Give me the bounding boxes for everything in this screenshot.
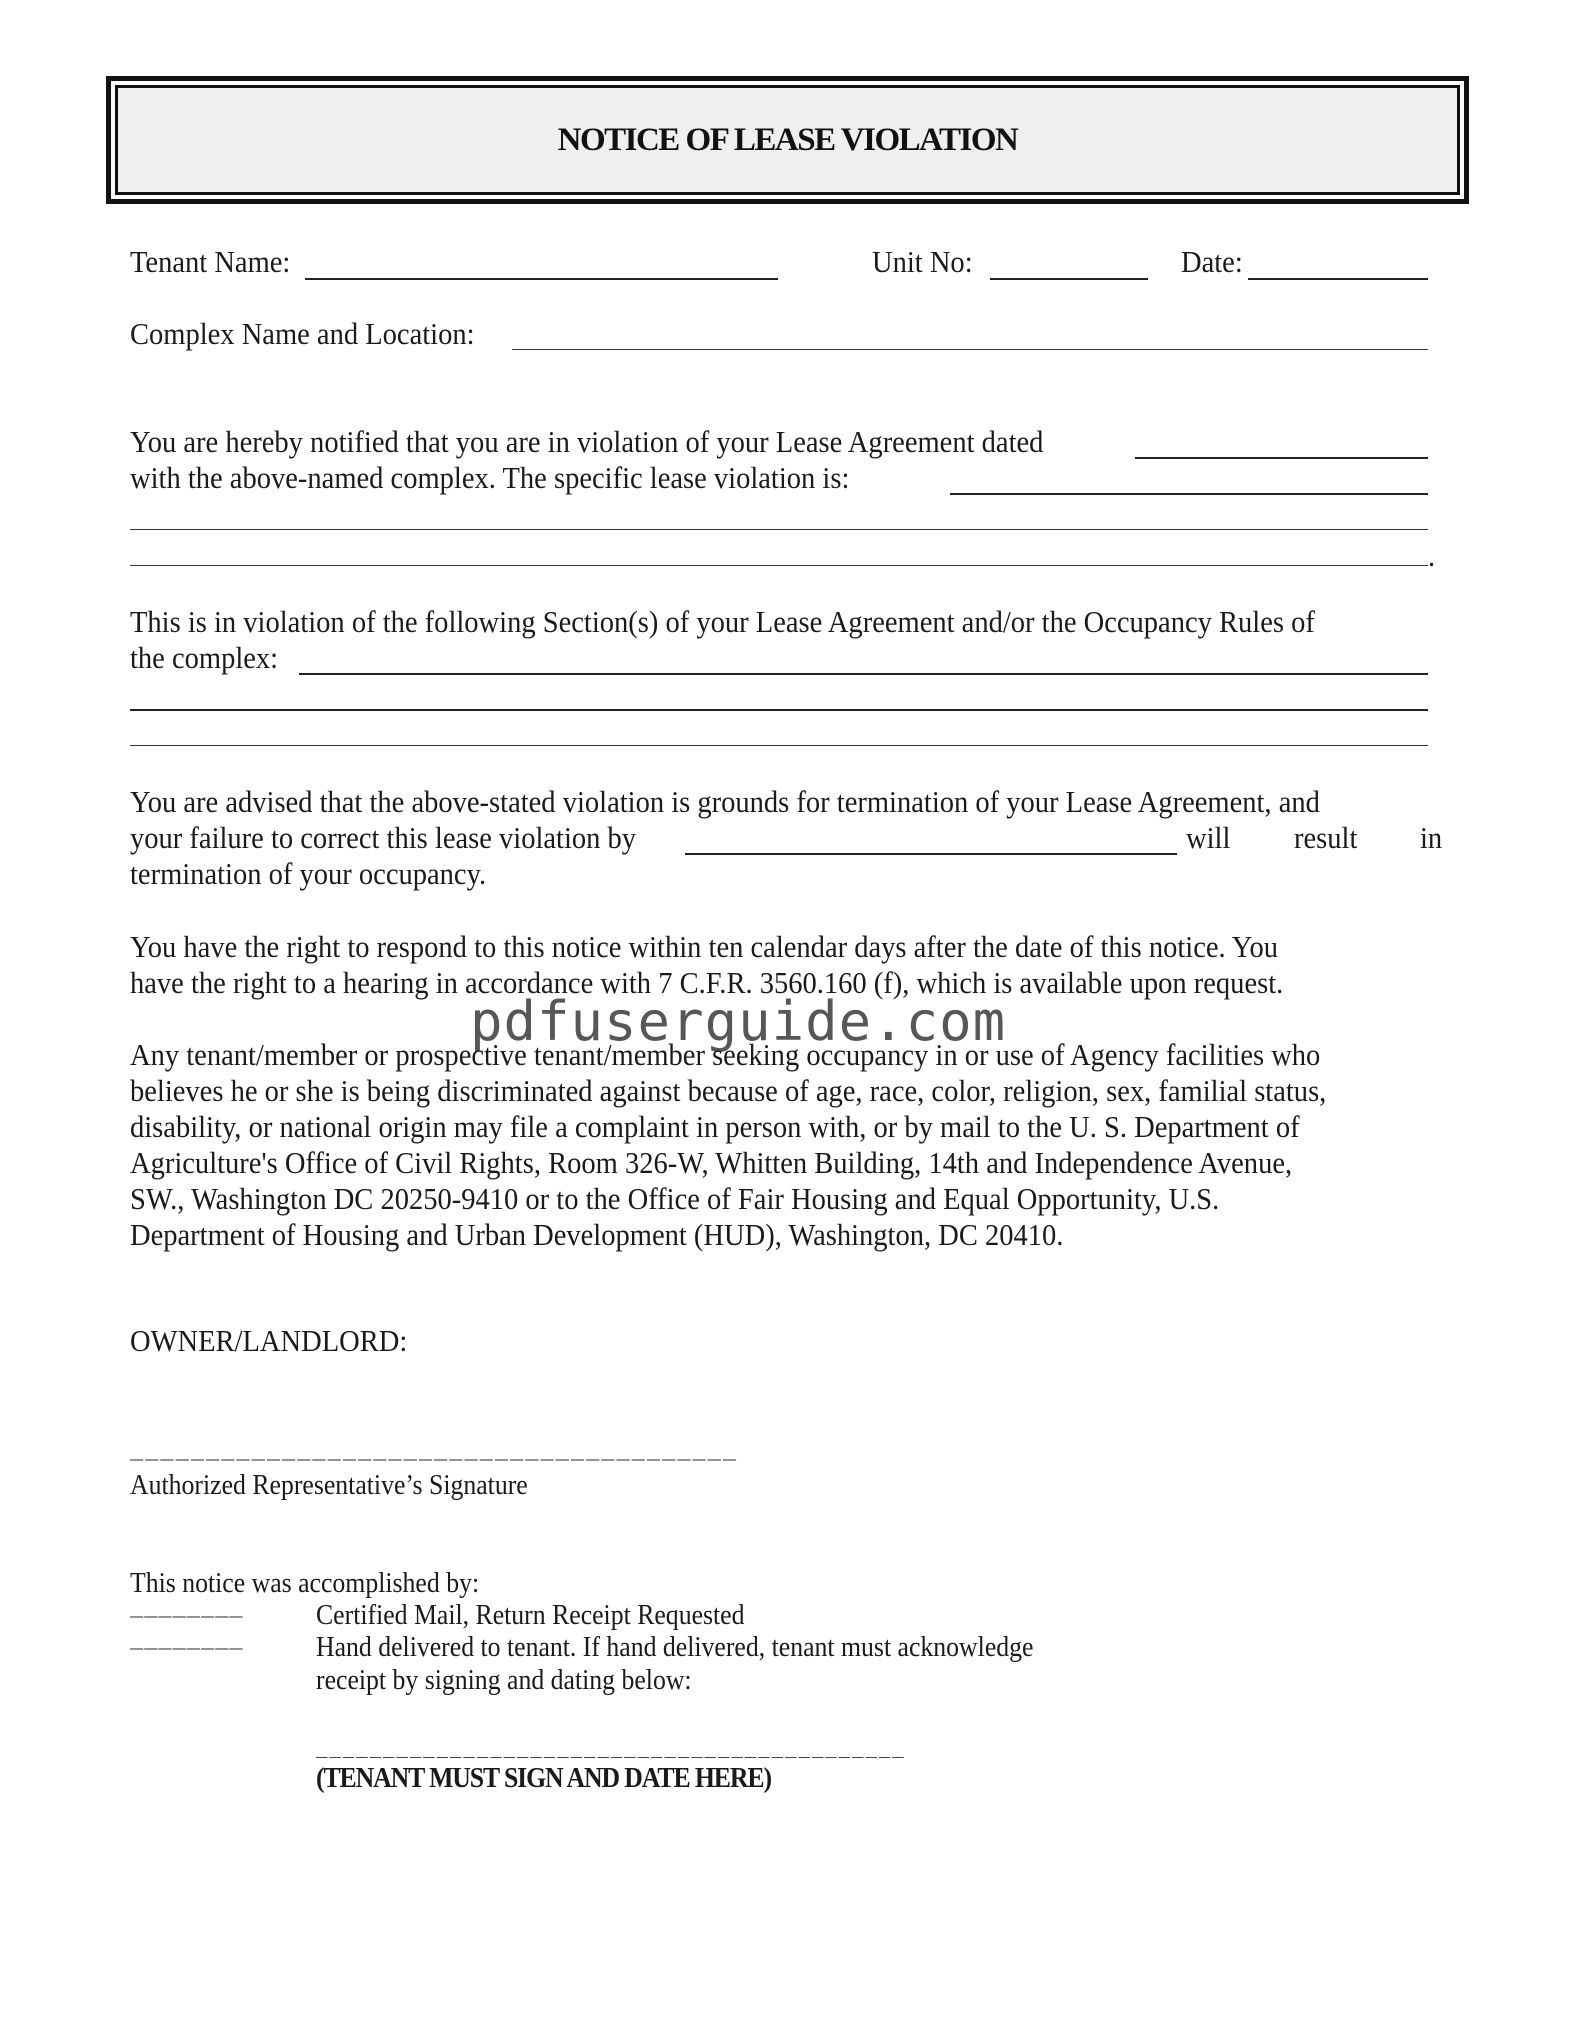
para3-line3: termination of your occupancy. [130, 856, 487, 891]
para4-line2: have the right to a hearing in accordance with 7 C.F.R. 3560.160 (f), which is available upon request. [130, 965, 1284, 1000]
para5-line6: Department of Housing and Urban Development (HUD), Washington, DC 20410. [130, 1217, 1064, 1252]
para1-line1: You are hereby notified that you are in violation of your Lease Agreement dated [130, 424, 1044, 459]
sections-field-line3[interactable] [130, 745, 1428, 746]
para4-line1: You have the right to respond to this notice within ten calendar days after the date of this notice. You [130, 929, 1278, 964]
representative-signature-line[interactable]: ________________________________________ [130, 1440, 739, 1465]
unit-no-field[interactable] [990, 278, 1148, 280]
title-box [106, 76, 1469, 204]
date-field[interactable] [1248, 278, 1428, 280]
watermark-text: pdfuserguide.com [470, 990, 1007, 1053]
para3-will: will [1186, 820, 1231, 855]
para5-line1: Any tenant/member or prospective tenant/member seeking occupancy in or use of Agency facilities who [130, 1037, 1321, 1072]
representative-signature-label: Authorized Representative’s Signature [130, 1470, 528, 1501]
tenant-name-field[interactable] [305, 278, 778, 280]
hand-delivered-checkbox-blank[interactable]: ________ [130, 1629, 244, 1654]
violation-field-line1[interactable] [950, 493, 1428, 495]
para5-line4: Agriculture's Office of Civil Rights, Room 326-W, Whitten Building, 14th and Independence Avenue, [130, 1145, 1293, 1180]
violation-field-line2[interactable] [130, 529, 1428, 530]
complex-label: Complex Name and Location: [130, 316, 475, 351]
para1-period: . [1428, 538, 1436, 573]
para3-line1: You are advised that the above-stated violation is grounds for termination of your Lease Agreement, and [130, 784, 1320, 819]
para5-line5: SW., Washington DC 20250-9410 or to the Office of Fair Housing and Equal Opportunity, U.S. [130, 1181, 1220, 1216]
document-title: NOTICE OF LEASE VIOLATION [557, 121, 1018, 158]
certified-mail-option: Certified Mail, Return Receipt Requested [316, 1600, 745, 1631]
para3-result: result [1294, 820, 1358, 855]
unit-no-label: Unit No: [872, 244, 973, 279]
para5-line2: believes he or she is being discriminated against because of age, race, color, religion, sex, familial status, [130, 1073, 1327, 1108]
title-box-inner [115, 85, 1460, 195]
hand-delivered-option-line1: Hand delivered to tenant. If hand delivered, tenant must acknowledge [316, 1632, 1034, 1663]
correction-date-field[interactable] [685, 853, 1177, 855]
para2-line1: This is in violation of the following Section(s) of your Lease Agreement and/or the Occupancy Rules of [130, 604, 1315, 639]
owner-landlord-label: OWNER/LANDLORD: [130, 1323, 408, 1358]
date-label: Date: [1181, 244, 1243, 279]
lease-date-field[interactable] [1135, 457, 1428, 459]
para5-line3: disability, or national origin may file a complaint in person with, or by mail to the U. S. Department of [130, 1109, 1300, 1144]
violation-field-line3[interactable] [130, 565, 1428, 566]
para1-line2: with the above-named complex. The specific lease violation is: [130, 460, 850, 495]
para3-line2-start: your failure to correct this lease violation by [130, 820, 637, 855]
sections-field-line2[interactable] [130, 709, 1428, 711]
sections-field-line1[interactable] [299, 673, 1428, 675]
hand-delivered-option-line2: receipt by signing and dating below: [316, 1665, 692, 1696]
tenant-signature-line[interactable]: ____________________________________________ [316, 1740, 906, 1762]
certified-mail-checkbox-blank[interactable]: ________ [130, 1597, 244, 1622]
complex-field[interactable] [512, 349, 1428, 350]
tenant-signature-label: (TENANT MUST SIGN AND DATE HERE) [316, 1763, 771, 1794]
para2-line2: the complex: [130, 640, 279, 675]
tenant-name-label: Tenant Name: [130, 244, 291, 279]
delivery-intro: This notice was accomplished by: [130, 1568, 480, 1599]
para3-in: in [1420, 820, 1443, 855]
